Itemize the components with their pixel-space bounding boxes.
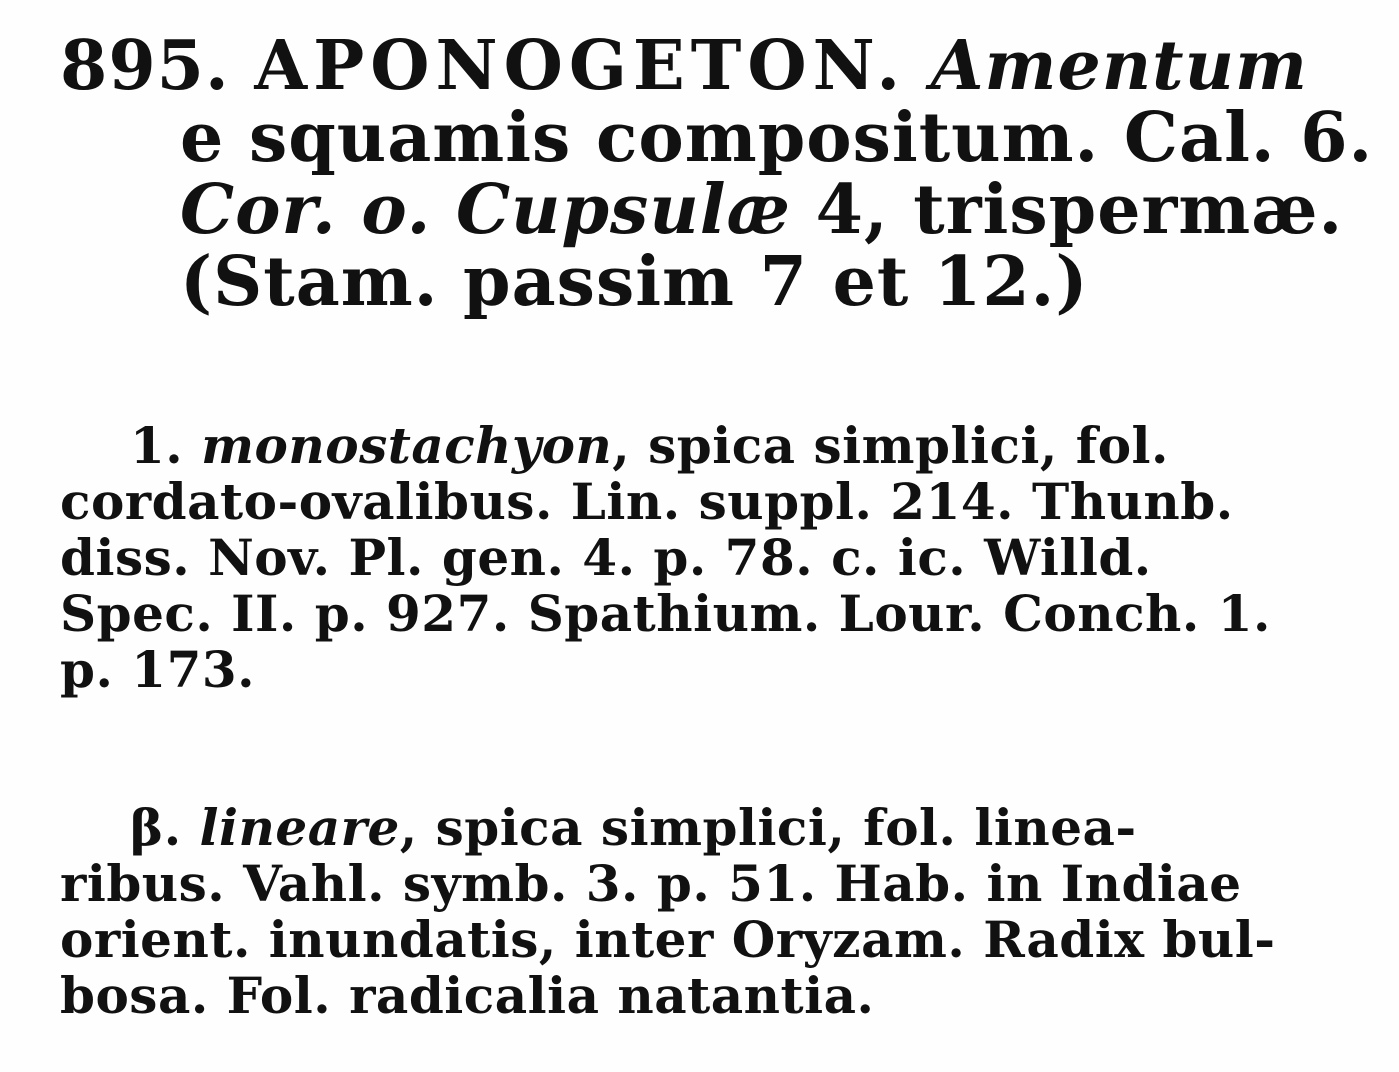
genus-description-line: (Stam. passim 7 et 12.)	[180, 242, 1089, 322]
variety-name: lineare	[199, 798, 400, 857]
genus-entry	[60, 26, 1374, 322]
genus-description-lead: Amentum	[930, 26, 1308, 106]
species-name: monostachyon	[201, 416, 613, 475]
capsule-text: Cupsulæ	[455, 170, 791, 250]
capsule-count-text: 4, trispermæ.	[815, 170, 1344, 250]
genus-description-line: e squamis compositum. Cal. 6.	[180, 98, 1374, 178]
species-entry-monostachyon	[60, 418, 1370, 698]
variety-description-line: bosa. Fol. radicalia natantia.	[60, 966, 875, 1025]
genus-description-line	[60, 170, 1370, 250]
species-description-text: , spica simplici, fol.	[612, 416, 1169, 475]
species-description-line: Spec. II. p. 927. Spathium. Lour. Conch. 1.	[60, 584, 1271, 643]
species-description-line: cordato-ovalibus. Lin. suppl. 214. Thunb.	[60, 472, 1234, 531]
variety-description-line: ribus. Vahl. symb. 3. p. 51. Hab. in Indiae	[60, 854, 1242, 913]
species-marker: 1.	[130, 416, 184, 475]
species-description-line: p. 173.	[60, 640, 256, 699]
genus-number: 895.	[60, 26, 230, 106]
genus-heading-line	[60, 26, 1370, 106]
species-heading-line	[60, 418, 1370, 474]
variety-entry-lineare	[60, 800, 1370, 1024]
genus-name: APONOGETON.	[254, 26, 907, 106]
variety-description-line: orient. inundatis, inter Oryzam. Radix bul-	[60, 910, 1276, 969]
species-description-line: diss. Nov. Pl. gen. 4. p. 78. c. ic. Willd.	[60, 528, 1152, 587]
corolla-text: Cor. o.	[180, 170, 432, 250]
variety-description-text: , spica simplici, fol. linea-	[399, 798, 1137, 857]
variety-marker: β.	[130, 798, 182, 857]
variety-heading-line	[60, 800, 1370, 856]
